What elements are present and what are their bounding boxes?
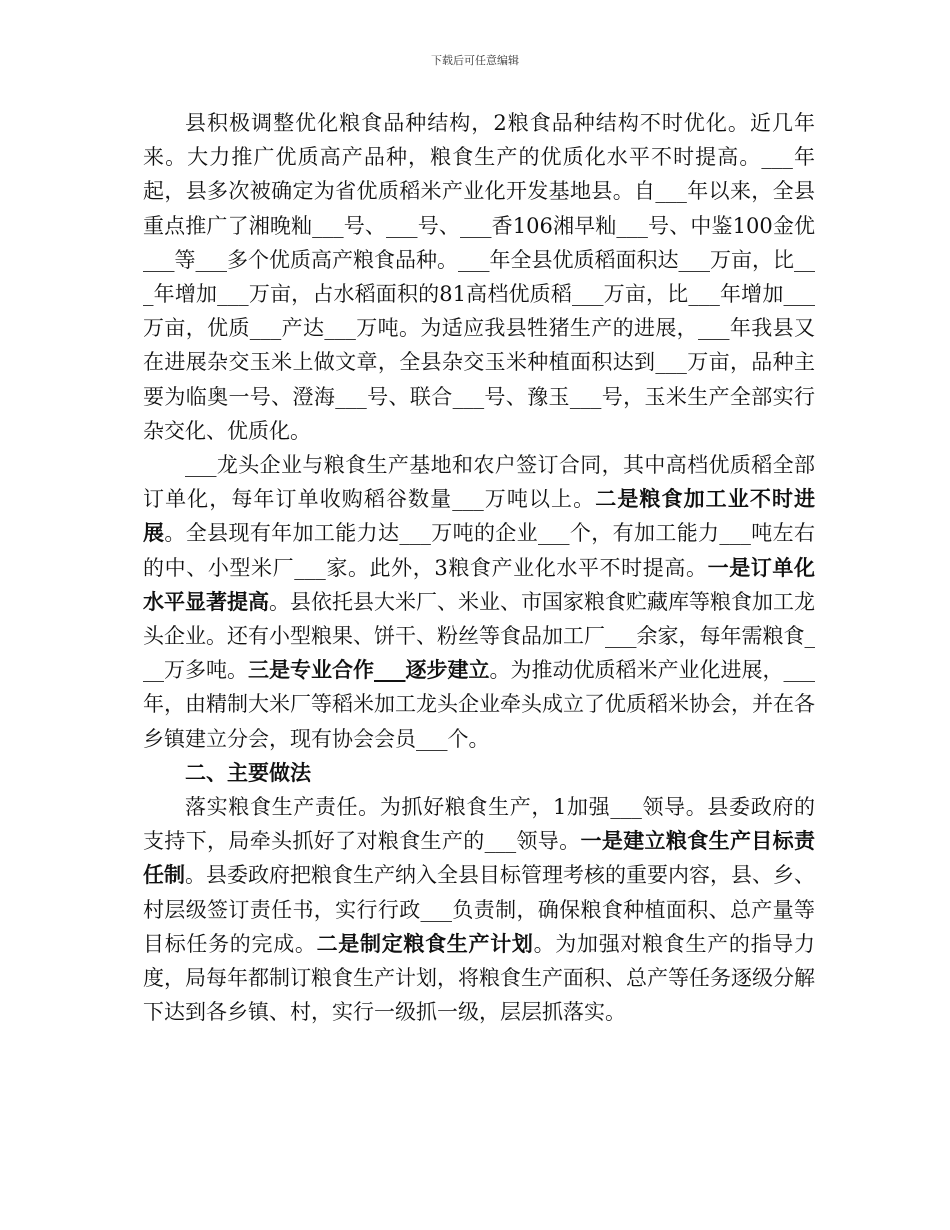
- text-segment: ___龙头企业与粮食生产基地和农户签订合同，其中高档优质稻全部订单化，每年订单收购稻谷数量___万吨以上。: [143, 453, 815, 512]
- bold-heading-target: 一是建立粮食生产目标责任制: [143, 828, 815, 888]
- document-body: [143, 106, 815, 1029]
- bold-heading-plan: 二是制定粮食生产计划: [316, 930, 534, 956]
- text-segment: 。为加强对粮食生产的指导力度，局每年都制订粮食生产计划，将粮食生产面积、总产等任务逐级分解下达到各乡镇、村，实行一级抓一级，层层抓落实。: [143, 931, 816, 1025]
- section-heading: 二、主要做法: [185, 759, 311, 785]
- page-header: 下载后可任意编辑: [431, 54, 519, 67]
- bold-heading-cooperation: 三是专业合作___逐步建立: [248, 657, 490, 683]
- bold-heading-processing: 二是粮食加工业不时进展: [143, 486, 816, 546]
- text-segment: 县积极调整优化粮食品种结构，2粮食品种结构不时优化。近几年来。大力推广优质高产品种，粮食生产的优质化水平不时提高。___年起，县多次被确定为省优质稻米产业化开发基地县。自___年以来，全县重点推广了湘晚籼___号、___号、___香106湘早籼___号、中鉴100金优___等___多个优质高产粮食品种。___年全县优质稻面积达___万亩，比___年增加___万亩，占水稻面积的81高档优质稻___万亩，比___年增加___万亩，优质___产达___万吨。为适应我县牲猪生产的进展，___年我县又在进展杂交玉米上做文章，全县杂交玉米种植面积达到___万亩，品种主要为临奥一号、澄海___号、联合___号、豫玉___号，玉米生产全部实行杂交化、优质化。: [143, 111, 815, 443]
- paragraph-responsibility: [143, 790, 815, 1029]
- bold-heading-orders: 一是订单化水平显著提高: [143, 554, 816, 614]
- text-segment: 落实粮食生产责任。为抓好粮食生产，1加强___领导。县委政府的支持下，局牵头抓好了对粮食生产的___领导。: [143, 795, 815, 854]
- paragraph-industrialization: [143, 448, 815, 756]
- text-segment: 。为推动优质稻米产业化进展，___年，由精制大米厂等稻米加工龙头企业牵头成立了优质稻米协会，并在各乡镇建立分会，现有协会会员___个。: [143, 658, 815, 751]
- text-segment: 。县依托县大米厂、米业、市国家粮食贮藏库等粮食加工龙头企业。还有小型粮果、饼干、粉丝等食品加工厂___余家，每年需粮食___万多吨。: [143, 589, 815, 683]
- text-segment: 。全县现有年加工能力达___万吨的企业___个，有加工能力___吨左右的中、小型米厂___家。此外，3粮食产业化水平不时提高。: [143, 521, 816, 580]
- text-segment: 。县委政府把粮食生产纳入全县目标管理考核的重要内容，县、乡、村层级签订责任书，实行行政___负责制，确保粮食种植面积、总产量等目标任务的完成。: [143, 863, 815, 956]
- paragraph-varieties: [143, 106, 815, 448]
